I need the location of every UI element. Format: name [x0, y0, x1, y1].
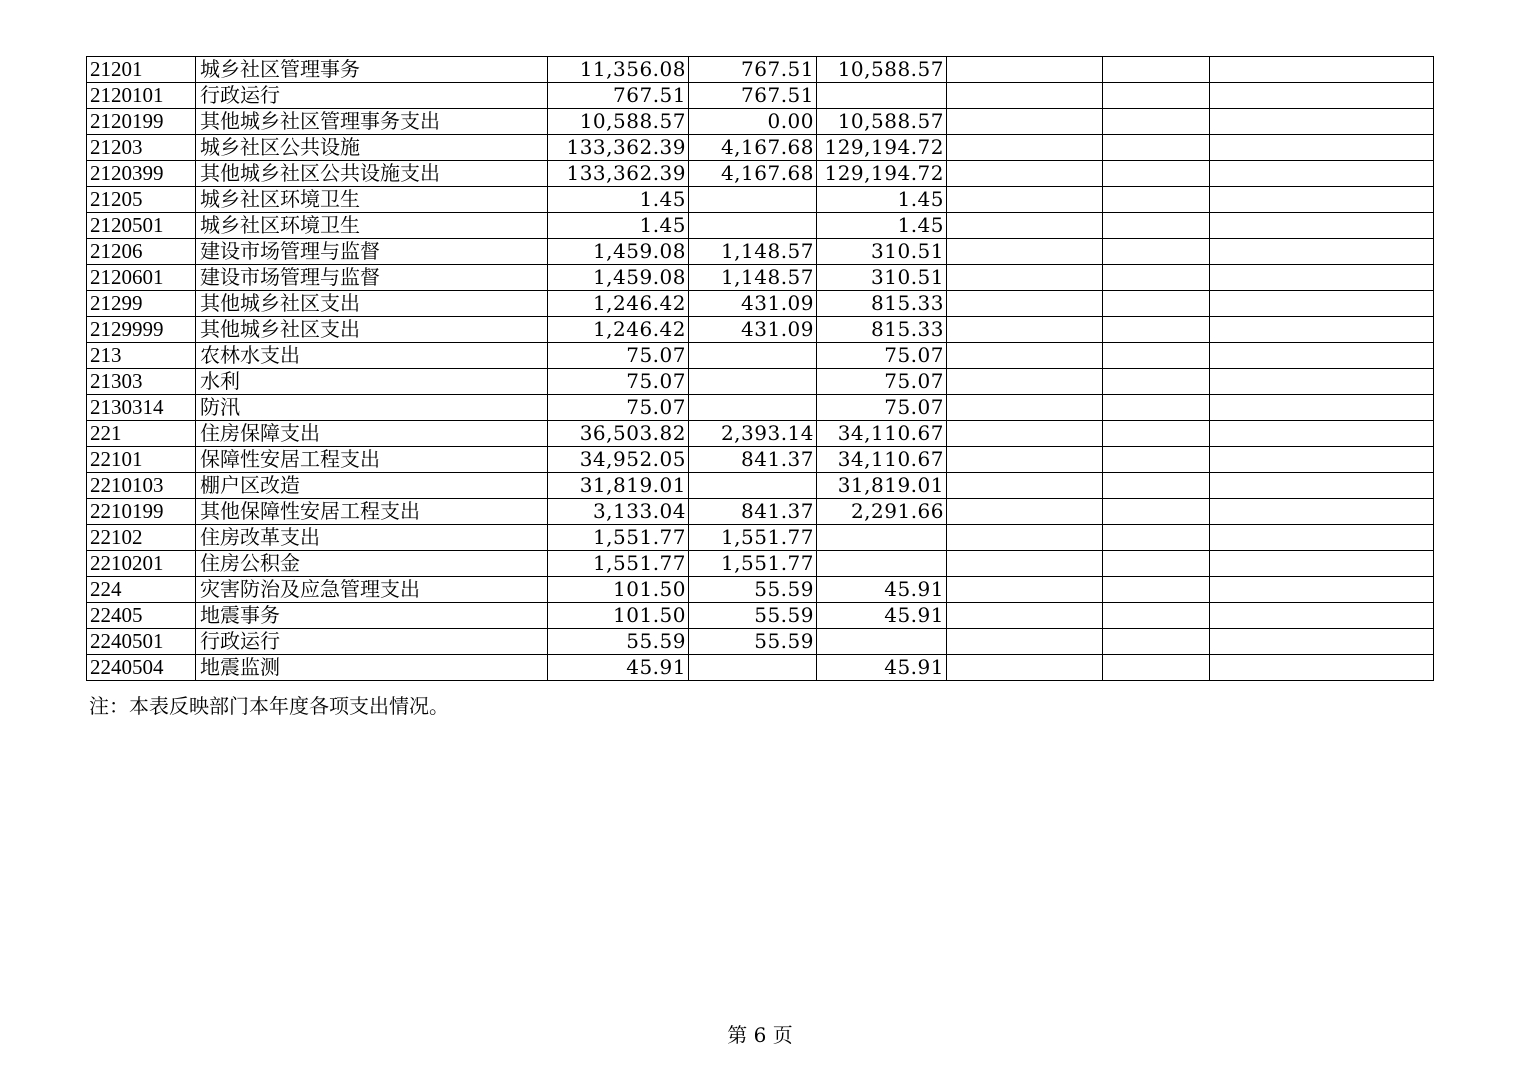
table-body	[87, 57, 1434, 681]
cell-code: 22405	[87, 603, 196, 629]
cell-basic: 4,167.68	[689, 135, 817, 161]
cell-name: 水利	[196, 369, 548, 395]
cell-empty-3	[1210, 343, 1434, 369]
cell-empty-2	[1103, 213, 1210, 239]
cell-code: 2210103	[87, 473, 196, 499]
cell-empty-2	[1103, 135, 1210, 161]
cell-empty-3	[1210, 161, 1434, 187]
cell-project: 34,110.67	[817, 447, 947, 473]
cell-code: 2120601	[87, 265, 196, 291]
cell-project: 2,291.66	[817, 499, 947, 525]
cell-project: 45.91	[817, 603, 947, 629]
cell-basic	[689, 187, 817, 213]
table-row	[87, 317, 1434, 343]
cell-total: 31,819.01	[548, 473, 689, 499]
cell-name: 地震监测	[196, 655, 548, 681]
table-row	[87, 395, 1434, 421]
cell-empty-1	[947, 473, 1103, 499]
cell-empty-1	[947, 343, 1103, 369]
cell-name: 行政运行	[196, 629, 548, 655]
cell-empty-1	[947, 317, 1103, 343]
cell-empty-2	[1103, 369, 1210, 395]
cell-empty-3	[1210, 655, 1434, 681]
cell-name: 住房改革支出	[196, 525, 548, 551]
cell-empty-2	[1103, 343, 1210, 369]
cell-empty-1	[947, 213, 1103, 239]
cell-empty-2	[1103, 551, 1210, 577]
table-row	[87, 447, 1434, 473]
cell-total: 11,356.08	[548, 57, 689, 83]
cell-basic: 2,393.14	[689, 421, 817, 447]
page-number: 第 6 页	[727, 1023, 793, 1047]
cell-name: 城乡社区公共设施	[196, 135, 548, 161]
cell-code: 2210199	[87, 499, 196, 525]
cell-total: 1,551.77	[548, 525, 689, 551]
cell-empty-3	[1210, 265, 1434, 291]
cell-code: 2240504	[87, 655, 196, 681]
cell-project: 129,194.72	[817, 135, 947, 161]
cell-total: 101.50	[548, 577, 689, 603]
cell-name: 城乡社区管理事务	[196, 57, 548, 83]
cell-empty-1	[947, 421, 1103, 447]
cell-code: 21299	[87, 291, 196, 317]
cell-total: 1,459.08	[548, 239, 689, 265]
cell-total: 1,551.77	[548, 551, 689, 577]
cell-empty-1	[947, 499, 1103, 525]
cell-total: 55.59	[548, 629, 689, 655]
cell-name: 其他城乡社区管理事务支出	[196, 109, 548, 135]
cell-empty-2	[1103, 525, 1210, 551]
cell-basic: 4,167.68	[689, 161, 817, 187]
cell-project: 129,194.72	[817, 161, 947, 187]
table-row	[87, 629, 1434, 655]
cell-total: 133,362.39	[548, 135, 689, 161]
cell-empty-1	[947, 135, 1103, 161]
cell-empty-2	[1103, 655, 1210, 681]
cell-basic: 1,148.57	[689, 239, 817, 265]
cell-total: 1.45	[548, 213, 689, 239]
cell-empty-3	[1210, 213, 1434, 239]
cell-name: 灾害防治及应急管理支出	[196, 577, 548, 603]
cell-code: 2240501	[87, 629, 196, 655]
cell-total: 133,362.39	[548, 161, 689, 187]
cell-basic: 841.37	[689, 499, 817, 525]
cell-empty-2	[1103, 161, 1210, 187]
cell-code: 21205	[87, 187, 196, 213]
cell-basic: 55.59	[689, 603, 817, 629]
cell-basic: 431.09	[689, 291, 817, 317]
cell-project: 10,588.57	[817, 109, 947, 135]
cell-empty-2	[1103, 395, 1210, 421]
cell-basic	[689, 213, 817, 239]
cell-empty-1	[947, 629, 1103, 655]
table-row	[87, 499, 1434, 525]
cell-name: 保障性安居工程支出	[196, 447, 548, 473]
cell-empty-3	[1210, 551, 1434, 577]
cell-total: 1.45	[548, 187, 689, 213]
cell-code: 21203	[87, 135, 196, 161]
cell-empty-2	[1103, 239, 1210, 265]
cell-empty-1	[947, 161, 1103, 187]
cell-empty-2	[1103, 83, 1210, 109]
cell-empty-3	[1210, 83, 1434, 109]
cell-code: 2210201	[87, 551, 196, 577]
cell-total: 101.50	[548, 603, 689, 629]
table-row	[87, 213, 1434, 239]
table-row	[87, 83, 1434, 109]
cell-basic	[689, 369, 817, 395]
cell-total: 34,952.05	[548, 447, 689, 473]
cell-basic: 841.37	[689, 447, 817, 473]
cell-name: 城乡社区环境卫生	[196, 213, 548, 239]
cell-project: 31,819.01	[817, 473, 947, 499]
cell-code: 21206	[87, 239, 196, 265]
cell-project: 1.45	[817, 213, 947, 239]
cell-empty-3	[1210, 239, 1434, 265]
cell-empty-2	[1103, 57, 1210, 83]
cell-name: 建设市场管理与监督	[196, 265, 548, 291]
cell-empty-3	[1210, 473, 1434, 499]
cell-empty-1	[947, 525, 1103, 551]
cell-empty-2	[1103, 317, 1210, 343]
cell-empty-3	[1210, 187, 1434, 213]
cell-project: 10,588.57	[817, 57, 947, 83]
cell-code: 22101	[87, 447, 196, 473]
cell-code: 21303	[87, 369, 196, 395]
cell-code: 21201	[87, 57, 196, 83]
table-row	[87, 109, 1434, 135]
cell-empty-1	[947, 395, 1103, 421]
table-row	[87, 473, 1434, 499]
cell-total: 3,133.04	[548, 499, 689, 525]
cell-project: 815.33	[817, 317, 947, 343]
cell-code: 2129999	[87, 317, 196, 343]
cell-empty-1	[947, 265, 1103, 291]
cell-empty-2	[1103, 291, 1210, 317]
table-row	[87, 135, 1434, 161]
cell-code: 213	[87, 343, 196, 369]
cell-empty-2	[1103, 447, 1210, 473]
cell-name: 棚户区改造	[196, 473, 548, 499]
cell-basic: 1,148.57	[689, 265, 817, 291]
cell-total: 1,246.42	[548, 291, 689, 317]
cell-basic	[689, 655, 817, 681]
cell-basic: 1,551.77	[689, 525, 817, 551]
cell-code: 2120199	[87, 109, 196, 135]
cell-project: 45.91	[817, 655, 947, 681]
cell-name: 建设市场管理与监督	[196, 239, 548, 265]
cell-name: 地震事务	[196, 603, 548, 629]
cell-code: 2120101	[87, 83, 196, 109]
cell-empty-2	[1103, 421, 1210, 447]
cell-code: 2130314	[87, 395, 196, 421]
cell-empty-3	[1210, 603, 1434, 629]
table-row	[87, 551, 1434, 577]
cell-empty-1	[947, 577, 1103, 603]
cell-empty-1	[947, 83, 1103, 109]
expenditure-table-container	[86, 56, 1433, 681]
cell-empty-3	[1210, 109, 1434, 135]
cell-empty-1	[947, 369, 1103, 395]
cell-name: 行政运行	[196, 83, 548, 109]
cell-empty-1	[947, 239, 1103, 265]
cell-name: 住房保障支出	[196, 421, 548, 447]
cell-empty-3	[1210, 525, 1434, 551]
cell-empty-3	[1210, 369, 1434, 395]
cell-empty-2	[1103, 577, 1210, 603]
cell-name: 其他保障性安居工程支出	[196, 499, 548, 525]
table-row	[87, 603, 1434, 629]
cell-name: 城乡社区环境卫生	[196, 187, 548, 213]
cell-total: 767.51	[548, 83, 689, 109]
cell-basic	[689, 395, 817, 421]
cell-total: 36,503.82	[548, 421, 689, 447]
cell-project: 75.07	[817, 343, 947, 369]
cell-project	[817, 83, 947, 109]
cell-empty-3	[1210, 447, 1434, 473]
cell-name: 其他城乡社区支出	[196, 317, 548, 343]
cell-name: 其他城乡社区公共设施支出	[196, 161, 548, 187]
cell-code: 22102	[87, 525, 196, 551]
cell-empty-3	[1210, 499, 1434, 525]
cell-empty-2	[1103, 603, 1210, 629]
cell-empty-3	[1210, 395, 1434, 421]
cell-project	[817, 525, 947, 551]
expenditure-table	[86, 56, 1434, 681]
cell-total: 75.07	[548, 369, 689, 395]
cell-basic: 767.51	[689, 83, 817, 109]
cell-project: 815.33	[817, 291, 947, 317]
cell-code: 224	[87, 577, 196, 603]
cell-empty-3	[1210, 135, 1434, 161]
cell-empty-2	[1103, 499, 1210, 525]
cell-empty-3	[1210, 421, 1434, 447]
table-row	[87, 343, 1434, 369]
cell-empty-3	[1210, 629, 1434, 655]
table-note: 注：本表反映部门本年度各项支出情况。	[89, 694, 449, 718]
table-row	[87, 57, 1434, 83]
cell-basic: 55.59	[689, 577, 817, 603]
cell-basic: 431.09	[689, 317, 817, 343]
cell-empty-3	[1210, 291, 1434, 317]
cell-empty-2	[1103, 473, 1210, 499]
cell-total: 75.07	[548, 395, 689, 421]
table-row	[87, 291, 1434, 317]
cell-empty-1	[947, 109, 1103, 135]
cell-empty-2	[1103, 629, 1210, 655]
cell-name: 防汛	[196, 395, 548, 421]
cell-empty-3	[1210, 577, 1434, 603]
cell-basic: 0.00	[689, 109, 817, 135]
table-row	[87, 525, 1434, 551]
cell-basic: 767.51	[689, 57, 817, 83]
cell-name: 农林水支出	[196, 343, 548, 369]
cell-empty-1	[947, 551, 1103, 577]
cell-empty-1	[947, 291, 1103, 317]
cell-total: 1,459.08	[548, 265, 689, 291]
cell-project: 75.07	[817, 395, 947, 421]
table-row	[87, 239, 1434, 265]
cell-empty-3	[1210, 317, 1434, 343]
cell-empty-2	[1103, 265, 1210, 291]
cell-name: 其他城乡社区支出	[196, 291, 548, 317]
cell-basic	[689, 343, 817, 369]
cell-total: 45.91	[548, 655, 689, 681]
cell-total: 75.07	[548, 343, 689, 369]
table-row	[87, 161, 1434, 187]
cell-project: 34,110.67	[817, 421, 947, 447]
cell-empty-2	[1103, 187, 1210, 213]
cell-project: 75.07	[817, 369, 947, 395]
cell-project	[817, 551, 947, 577]
table-row	[87, 655, 1434, 681]
table-row	[87, 369, 1434, 395]
table-row	[87, 265, 1434, 291]
cell-project: 45.91	[817, 577, 947, 603]
cell-name: 住房公积金	[196, 551, 548, 577]
cell-project: 310.51	[817, 239, 947, 265]
cell-project: 1.45	[817, 187, 947, 213]
cell-total: 10,588.57	[548, 109, 689, 135]
cell-code: 221	[87, 421, 196, 447]
cell-basic: 55.59	[689, 629, 817, 655]
table-row	[87, 187, 1434, 213]
cell-empty-1	[947, 57, 1103, 83]
cell-empty-1	[947, 655, 1103, 681]
table-row	[87, 421, 1434, 447]
cell-empty-1	[947, 447, 1103, 473]
cell-code: 2120501	[87, 213, 196, 239]
cell-project	[817, 629, 947, 655]
cell-empty-1	[947, 187, 1103, 213]
cell-code: 2120399	[87, 161, 196, 187]
cell-total: 1,246.42	[548, 317, 689, 343]
cell-basic	[689, 473, 817, 499]
cell-empty-1	[947, 603, 1103, 629]
cell-project: 310.51	[817, 265, 947, 291]
cell-empty-2	[1103, 109, 1210, 135]
cell-empty-3	[1210, 57, 1434, 83]
table-row	[87, 577, 1434, 603]
cell-basic: 1,551.77	[689, 551, 817, 577]
